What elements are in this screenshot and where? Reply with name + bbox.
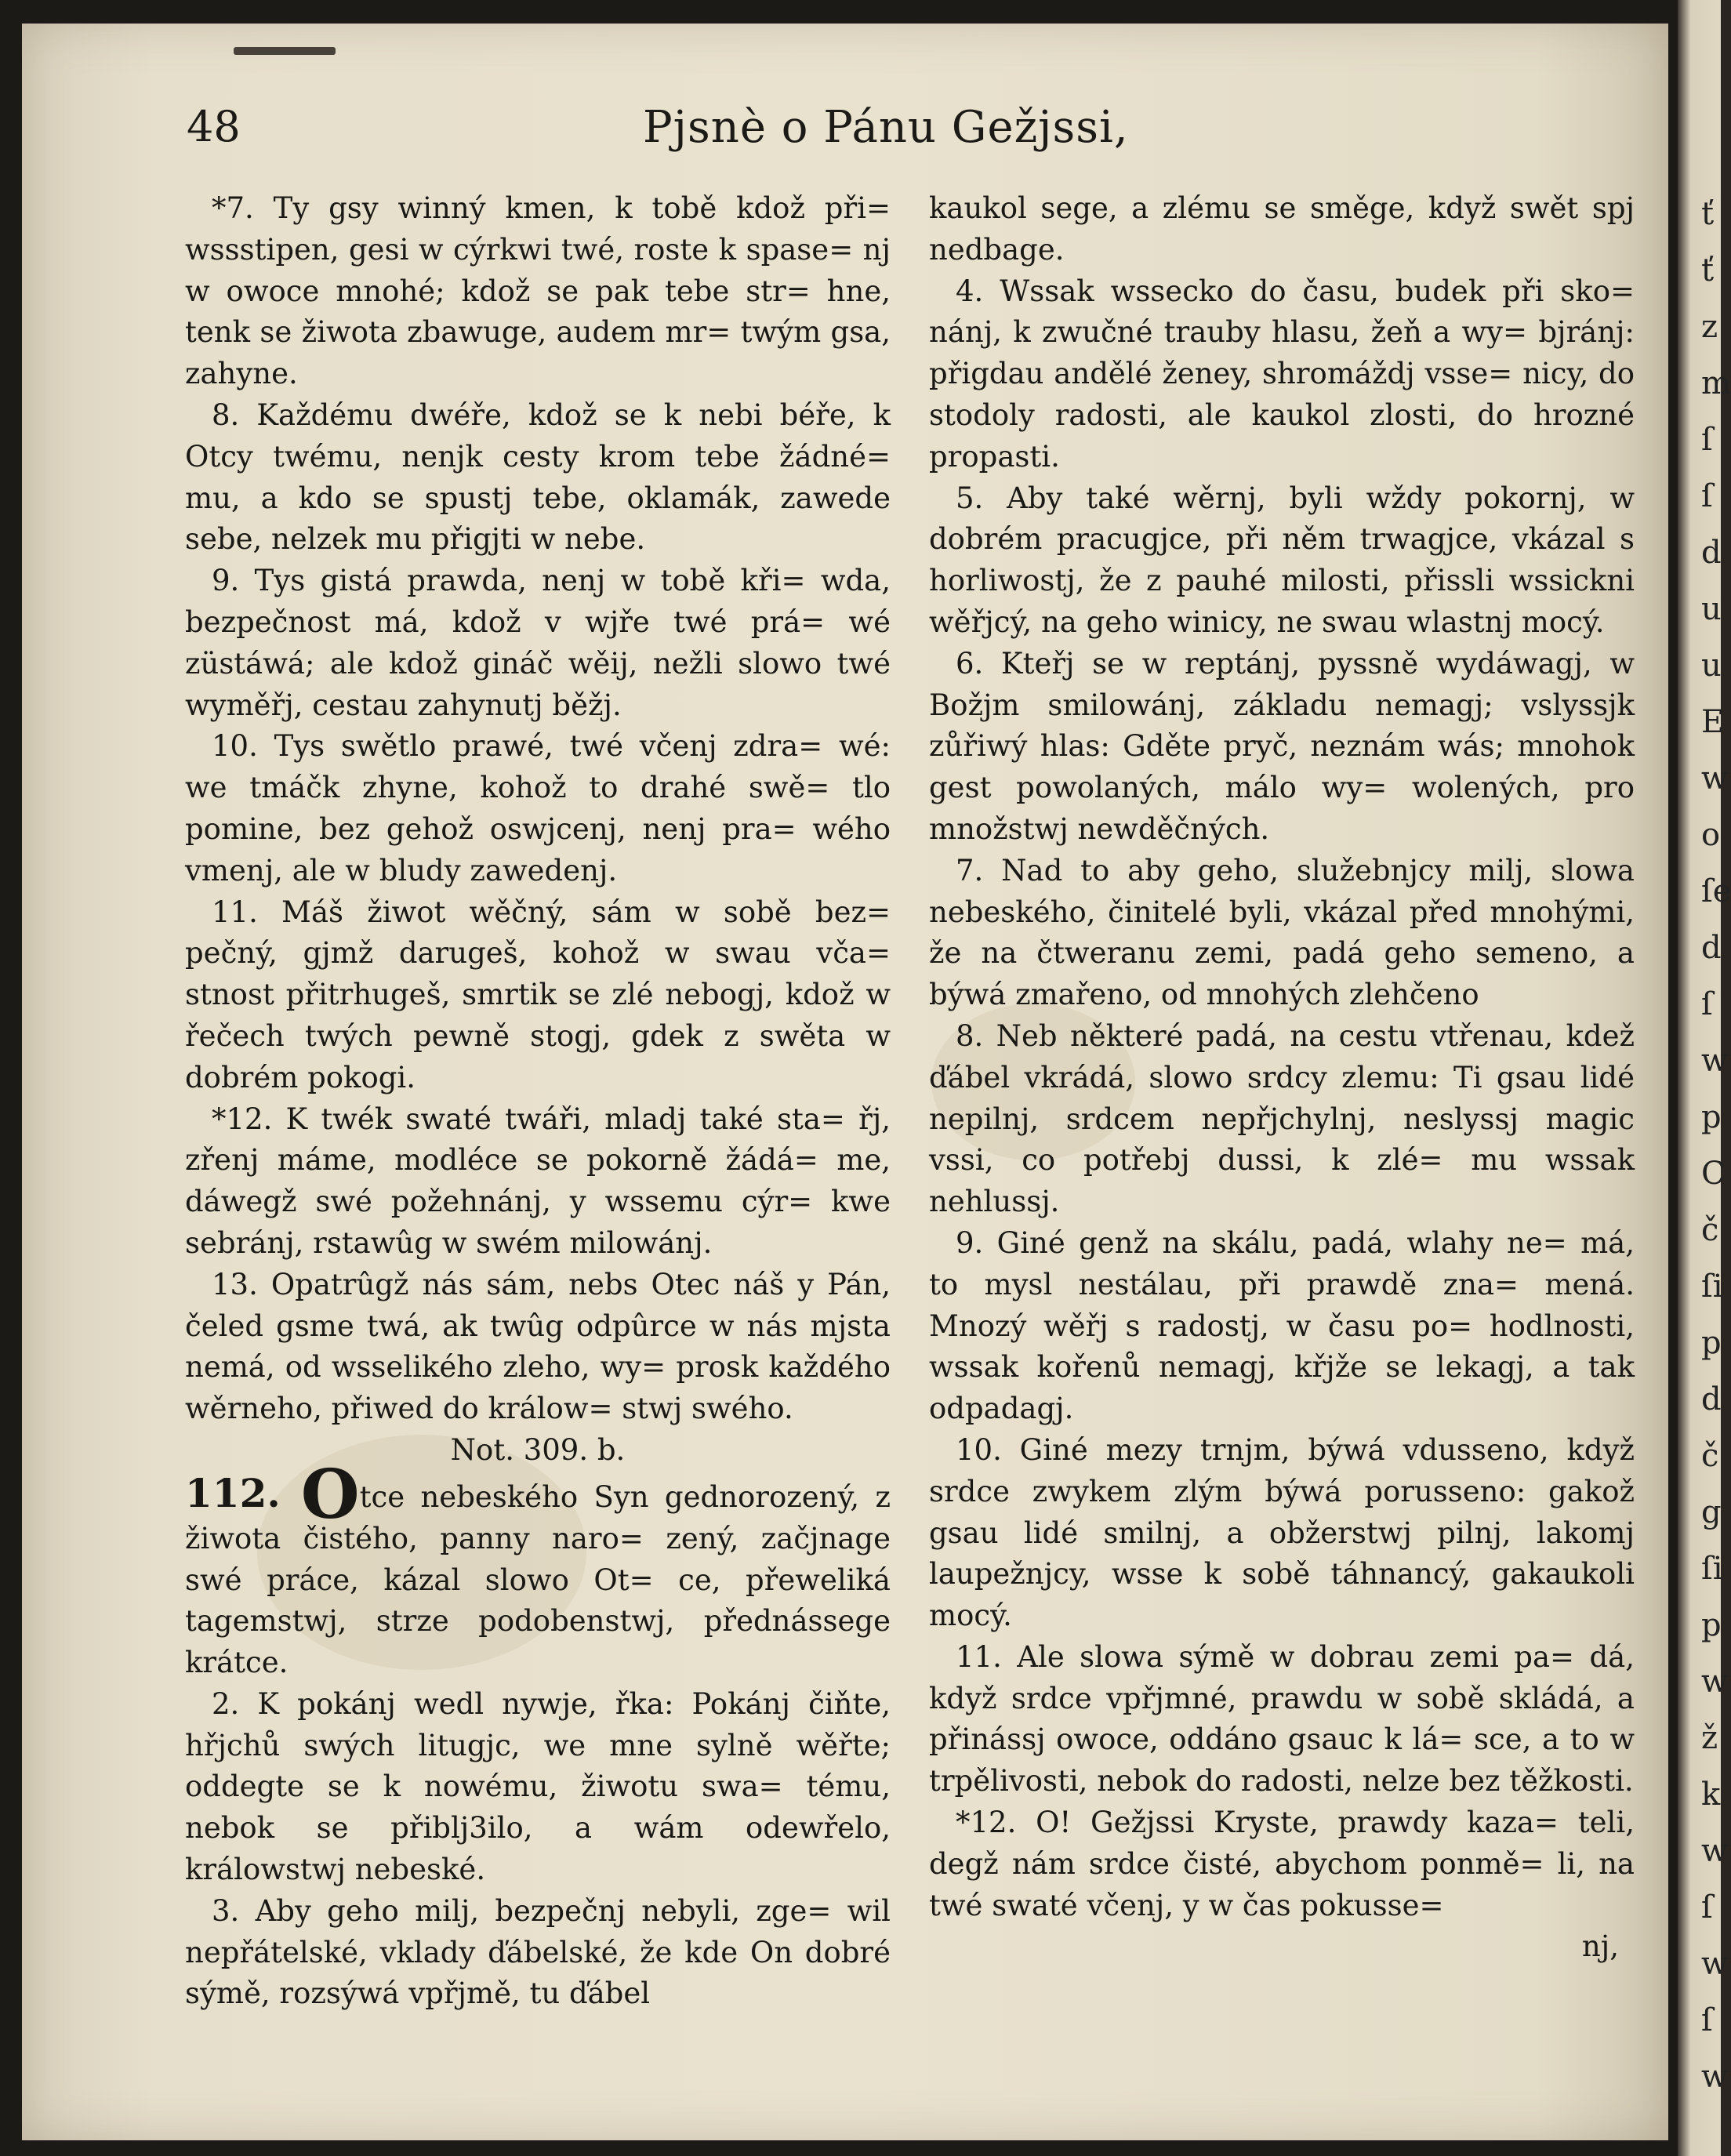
next-page-letter: ſ [1701, 1889, 1713, 1926]
verse-text: 9. Giné genž na skálu, padá, wlahy ne= má, to mysl nestálau, při prawdě zna= mená. Mnozý wěřj s radostj, w času po= hodlnosti, wssak kořenů nemagj, křjže se lekagj, a tak odpadagj. [929, 1225, 1635, 1426]
verse-paragraph [929, 851, 1635, 1016]
next-page-letter: ſi [1701, 1269, 1723, 1305]
verse-text: 11. Máš žiwot wěčný, sám w sobě bez= pečný, gjmž darugeš, kohož w swau vča= stnost přitrhugeš, smrtik se zlé nebogj, kdož w řečech twých pewně stogj, gdek z swěta w dobrém pokogi. [185, 895, 891, 1094]
verse-paragraph [185, 1684, 891, 1891]
next-page-letter: w [1701, 760, 1729, 797]
verse-text: 9. Tys gistá prawda, nenj w tobě kři= wda, bezpečnost má, kdož v wjře twé prá= wé züstáwá; ale kdož gináč wěij, nežli slowo twé wyměřj, cestau zahynutj běžj. [185, 564, 891, 722]
verse-paragraph [929, 271, 1635, 478]
next-page-letter: ſ [1701, 422, 1713, 458]
verse-text: Not. 309. b. [450, 1432, 626, 1467]
verse-text: 10. Giné mezy trnjm, býwá vdusseno, když srdce zwykem zlým býwá porusseno: gakož gsau lidé smilnj, a obžerstwj pilnj, lakomj laupežnjcy, wsse k sobě táhnancý, gakaukoli mocý. [929, 1432, 1635, 1633]
verse-paragraph [185, 1265, 891, 1430]
verse-text: *12. K twék swaté twáři, mladj také sta= řj, zřenj máme, modléce se pokorně žádá= me, dáwegž swé požehnánj, y wssemu cýr= kwe sebránj, rstawûg w swém milowánj. [185, 1102, 891, 1260]
next-page-letter: ſ [1701, 478, 1713, 514]
next-page-letter: u [1701, 648, 1722, 684]
verse-paragraph [929, 1637, 1635, 1802]
verse-text: 13. Opatrûgž nás sám, nebs Otec náš y Pán, čeled gsme twá, ak twûg odpûrce w nás mjsta nemá, od wsselikého zleho, wy= prosk každého wěrneho, přiwed do králow= stwj swého. [185, 1267, 891, 1426]
verse-text: 8. Neb některé padá, na cestu vtřenau, kdež ďábel vkrádá, slowo srdcy zlemu: Ti gsau lidé nepilnj, srdcem nepřjchylnj, neslyssj magic vssi, co potřebj dussi, k zlé= mu wssak nehlussj. [929, 1018, 1635, 1219]
verse-text: 7. Nad to aby geho, služebnjcy milj, slowa nebeského, činitelé byli, vkázal před mnohými, že na čtweranu zemi, padá geho semeno, a býwá zmařeno, od mnohých zlehčeno [929, 853, 1635, 1012]
next-page-letter: o [1701, 817, 1721, 853]
next-page-letter: w [1701, 1946, 1729, 1982]
hymn-number: 112. [185, 1469, 301, 1516]
next-page-edge [1678, 0, 1731, 2156]
running-title: Pjsnè o Pánu Gežjssi, [643, 102, 1129, 153]
verse-paragraph [929, 188, 1635, 271]
next-page-letter: ſ [1701, 2002, 1713, 2038]
verse-paragraph [185, 892, 891, 1099]
verse-paragraph [185, 726, 891, 891]
verse-text: 10. Tys swětlo prawé, twé včenj zdra= wé: we tmáčk zhyne, kohož to drahé swě= tlo pomine, bez gehož oswjcenj, nenj pra= wého vmenj, ale w bludy zawedenj. [185, 729, 891, 887]
verse-text: 3. Aby geho milj, bezpečnj nebyli, zge= wil nepřátelské, vklady ďábelské, že kde On dobré sýmě, rozsýwá vpřjmě, tu ďábel [185, 1893, 891, 2011]
verse-text: *12. O! Gežjssi Kryste, prawdy kaza= teli, degž nám srdce čisté, abychom ponmě= li, na twé swaté včenj, y w čas pokusse= [929, 1806, 1635, 1922]
next-page-letter: č [1701, 1212, 1719, 1248]
page-header [157, 102, 1631, 172]
verse-text: 2. K pokánj wedl nywje, řka: Pokánj čiňte, hřjchů swých litugjc, we mne sylně wěřte; oddegte se k nowému, žiwotu swa= tému, nebok se přiblj3ilo, a wám odewřelo, králowstwj nebeské. [185, 1686, 891, 1887]
next-page-letter: k [1701, 1777, 1721, 1813]
verse-paragraph [185, 1099, 891, 1265]
next-page-letter: ť [1701, 252, 1715, 289]
verse-paragraph [929, 1223, 1635, 1430]
next-page-letter: g [1701, 1494, 1722, 1530]
verse-paragraph [185, 1891, 891, 2015]
left-column [185, 188, 891, 2015]
ink-smudge [234, 47, 336, 55]
next-page-letter: d [1701, 1381, 1722, 1417]
page-number: 48 [187, 102, 241, 151]
verse-paragraph [929, 644, 1635, 851]
verse-text: 5. Aby také wěrnj, byli wždy pokornj, w dobrém pracugjce, při něm trwagjce, vkázal s horliwostj, že z pauhé milosti, přissli wssickni wěřjcý, na geho winicy, ne swau wlastnj mocý. [929, 481, 1635, 639]
verse-paragraph [929, 1802, 1635, 1926]
next-page-letter: w [1701, 1833, 1729, 1869]
drop-capital: O [300, 1454, 360, 1534]
next-page-letter: w [1701, 2059, 1729, 2095]
verse-text: 6. Kteřj se w reptánj, pyssně wydáwagj, w Božjm smilowánj, základu nemagj; vslyssjk zůřiwý hlas: Gděte pryč, neznám wás; mnohok gest powolaných, málo wy= wolených, pro množstwj newděčných. [929, 646, 1635, 846]
next-page-letter: E [1701, 704, 1725, 740]
next-page-letter: ſi [1701, 1551, 1723, 1587]
tune-reference [185, 1430, 891, 1472]
next-page-letter: u [1701, 591, 1722, 627]
verse-text: nj, [1581, 1929, 1619, 1964]
verse-paragraph [929, 1430, 1635, 1637]
right-column [929, 188, 1635, 1968]
verse-text: kaukol sege, a zlému se směge, když swět spj nedbage. [929, 191, 1635, 267]
next-page-letter: ſe [1701, 873, 1731, 909]
verse-text: *7. Ty gsy winný kmen, k tobě kdož při= wssstipen, gesi w cýrkwi twé, roste k spase= nj w owoce mnohé; kdož se pak tebe str= hne, tenk se žiwota zbawuge, audem mr= twým gsa, zahyne. [185, 191, 891, 391]
next-page-letter: d [1701, 930, 1722, 966]
verse-text: 8. Každému dwéře, kdož se k nebi béře, k Otcy twému, nenjk cesty krom tebe žádné= mu, a kdo se spustj tebe, oklamák, zawede sebe, nelzek mu přigjti w nebe. [185, 397, 891, 557]
next-page-letter: m [1701, 365, 1731, 401]
next-page-letter: p [1701, 1607, 1722, 1643]
next-page-letter: z [1701, 309, 1718, 345]
next-page-letter: p [1701, 1325, 1722, 1361]
next-page-letter: w [1701, 1043, 1729, 1079]
verse-text: 11. Ale slowa sýmě w dobrau zemi pa= dá, když srdce vpřjmné, prawdu w sobě skládá, a přinássj owoce, oddáno gsauc k lá= sce, a to w trpělivosti, nebok do radosti, nelze bez těžkosti. [929, 1639, 1635, 1798]
verse-paragraph [185, 188, 891, 395]
next-page-letter: č [1701, 1438, 1719, 1474]
next-page-letter: d [1701, 535, 1722, 571]
next-page-letter: C [1701, 1156, 1726, 1192]
hymn-heading-verse [185, 1454, 891, 1684]
next-page-letter: ſ [1701, 986, 1713, 1022]
verse-paragraph [929, 478, 1635, 644]
next-page-letter: ž [1701, 1720, 1718, 1756]
verse-text: tce nebeského Syn gednorozený, z žiwota čistého, panny naro= zený, začjnage swé práce, kázal slowo Ot= ce, přeweliká tagemstwj, strze podobenstwj, přednássege krátce. [185, 1479, 891, 1680]
catchword [929, 1926, 1635, 1968]
verse-paragraph [929, 1016, 1635, 1223]
verse-paragraph [185, 395, 891, 561]
next-page-letter: p [1701, 1099, 1722, 1135]
next-page-letter: ť [1701, 196, 1715, 232]
verse-text: 4. Wssak wssecko do času, budek při sko= nánj, k zwučné trauby hlasu, žeň a wy= bjránj: přigdau andělé ženey, shromáždj vsse= nicy, do stodoly radosti, ale kaukol zlosti, do hrozné propasti. [929, 274, 1635, 474]
verse-paragraph [185, 561, 891, 726]
next-page-letter: w [1701, 1664, 1729, 1700]
